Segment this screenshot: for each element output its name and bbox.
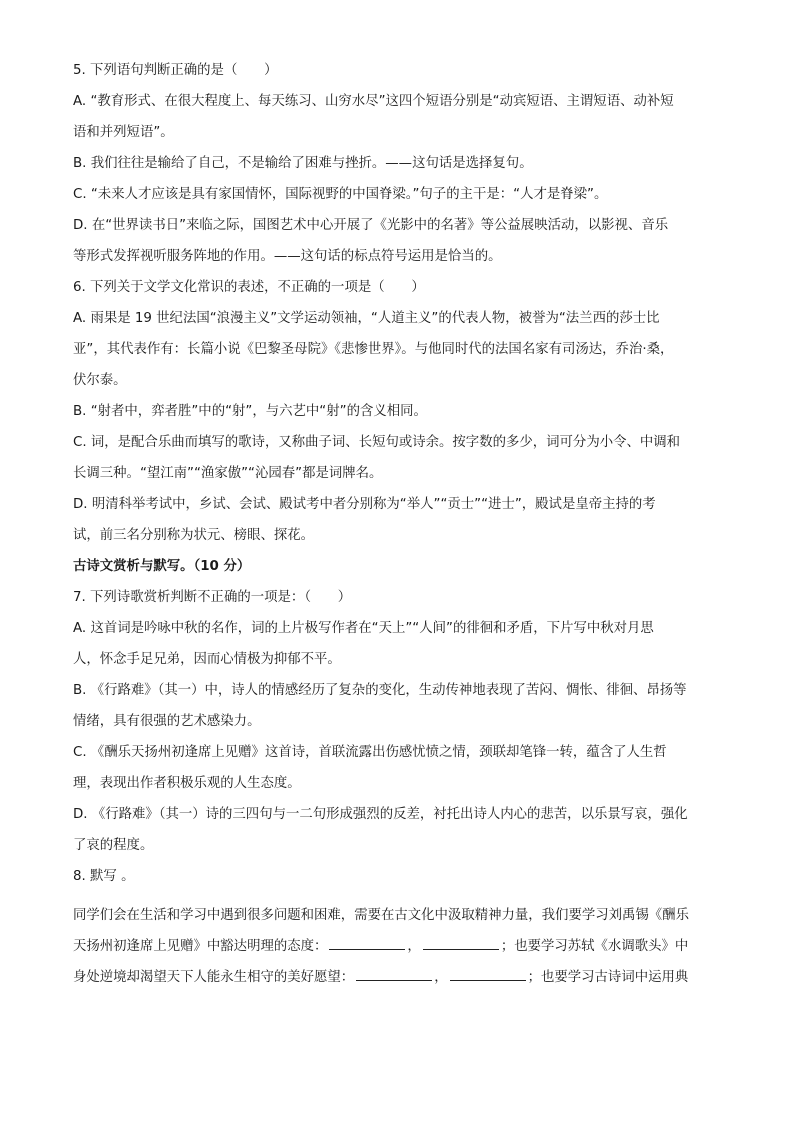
q5-option-a-line1: A. “教育形式、在很大程度上、每天练习、山穷水尽”这四个短语分别是“动宾短语、主谓短语、动补短 — [73, 94, 674, 109]
answer-blank[interactable] — [356, 968, 432, 981]
q7-option-d-line1: D. 《行路难》（其一）诗的三四句与一二句形成强烈的反差，衬托出诗人内心的悲苦，以乐景写哀，强化 — [73, 807, 688, 822]
q6-option-c-line2: 长调三种。“望江南”“渔家傲”“沁园春”都是词牌名。 — [73, 466, 383, 481]
q6-option-a-line2: 亚”，其代表作有：长篇小说《巴黎圣母院》《悲惨世界》。与他同时代的法国名家有司汤达，乔治·桑， — [73, 342, 674, 357]
q8-separator: ， — [407, 939, 421, 954]
q6-option-c-line1: C. 词，是配合乐曲而填写的歌诗，又称曲子词、长短句或诗余。按字数的多少，词可分为小令、中调和 — [73, 435, 681, 450]
q6-stem: 6. 下列关于文学文化常识的表述，不正确的一项是（ ） — [73, 280, 425, 295]
section-heading: 古诗文赏析与默写。（10 分） — [73, 559, 251, 574]
q6-option-d-line2: 试，前三名分别称为状元、榜眼、探花。 — [73, 528, 315, 543]
q5-stem: 5. 下列语句判断正确的是（ ） — [73, 63, 278, 78]
answer-blank[interactable] — [450, 968, 526, 981]
q8-stem: 8. 默写 。 — [73, 869, 135, 884]
q6-option-d-line1: D. 明清科举考试中，乡试、会试、殿试考中者分别称为“举人”“贡士”“进士”，殿试是皇帝主持的考 — [73, 497, 656, 512]
q8-paragraph-line1: 同学们会在生活和学习中遇到很多问题和困难，需要在古文化中汲取精神力量，我们要学习刘禹锡《酬乐 — [73, 908, 689, 923]
q5-option-d-line2: 等形式发挥视听服务阵地的作用。——这句话的标点符号运用是恰当的。 — [73, 249, 502, 264]
q8-text: 天扬州初逢席上见赠》中豁达明理的态度： — [73, 939, 328, 954]
q7-option-a-line1: A. 这首词是吟咏中秋的名作，词的上片极写作者在“天上”“人间”的徘徊和矛盾，下片写中秋对月思 — [73, 621, 654, 636]
q6-option-a-line1: A. 雨果是 19 世纪法国“浪漫主义”文学运动领袖，“人道主义”的代表人物，被誉为“法兰西的莎士比 — [73, 311, 660, 326]
q5-option-b: B. 我们往往是输给了自己，不是输给了困难与挫折。——这句话是选择复句。 — [73, 156, 533, 171]
q5-option-d-line1: D. 在“世界读书日”来临之际，国图艺术中心开展了《光影中的名著》等公益展映活动，以影视、音乐 — [73, 218, 669, 233]
q5-option-a-line2: 语和并列短语”。 — [73, 125, 174, 140]
q7-option-c-line2: 理，表现出作者积极乐观的人生态度。 — [73, 776, 301, 791]
q8-text: 身处逆境却渴望天下人能永生相守的美好愿望： — [73, 970, 355, 985]
q5-option-c: C. “未来人才应该是具有家国情怀，国际视野的中国脊梁。”句子的主干是：“人才是脊梁”。 — [73, 187, 608, 202]
q7-option-b-line1: B. 《行路难》（其一）中，诗人的情感经历了复杂的变化，生动传神地表现了苦闷、惆怅、徘徊、昂扬等 — [73, 683, 687, 698]
q8-paragraph-line2 — [73, 936, 721, 967]
q8-text: ；也要学习古诗词中运用典 — [527, 970, 689, 985]
q6-option-a-line3: 伏尔泰。 — [73, 373, 127, 388]
q7-stem: 7. 下列诗歌赏析判断不正确的一项是：（ ） — [73, 590, 352, 605]
exam-page — [73, 60, 721, 998]
q8-text: ；也要学习苏轼《水调歌头》中 — [500, 939, 689, 954]
q6-option-b: B. “射者中，弈者胜”中的“射”，与六艺中“射”的含义相同。 — [73, 404, 427, 419]
q8-paragraph-line3 — [73, 967, 721, 998]
q7-option-a-line2: 人，怀念手足兄弟，因而心情极为抑郁不平。 — [73, 652, 341, 667]
q8-separator: ， — [434, 970, 448, 985]
answer-blank[interactable] — [329, 937, 405, 950]
q7-option-d-line2: 了哀的程度。 — [73, 838, 154, 853]
answer-blank[interactable] — [423, 937, 499, 950]
q7-option-b-line2: 情绪，具有很强的艺术感染力。 — [73, 714, 261, 729]
q7-option-c-line1: C. 《酬乐天扬州初逢席上见赠》这首诗，首联流露出伤感忧愤之情，颈联却笔锋一转，蕴含了人生哲 — [73, 745, 667, 760]
